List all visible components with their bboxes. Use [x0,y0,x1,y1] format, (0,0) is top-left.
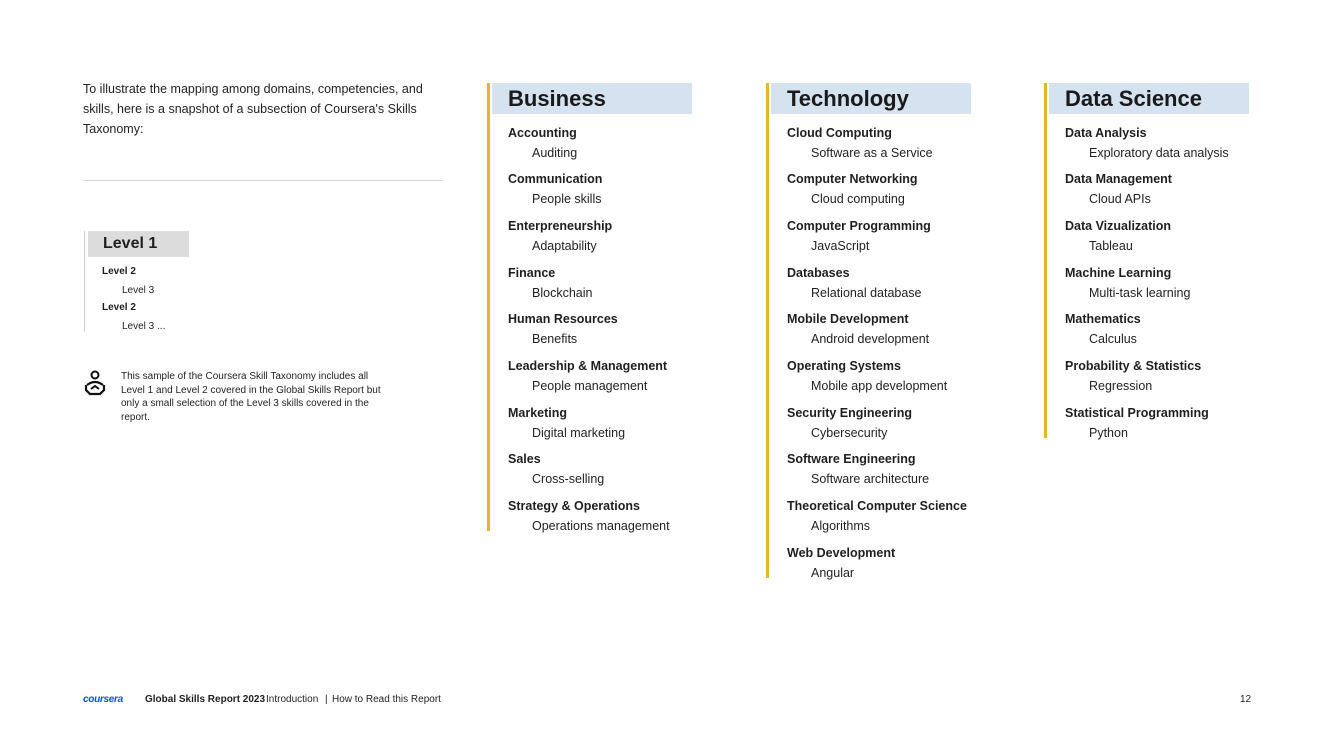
level2-label: Data Analysis [1065,126,1147,140]
skill-item [508,123,748,163]
column-title: Data Science [1049,83,1249,114]
level3-label: Benefits [532,332,578,346]
skill-item [508,403,748,443]
skill-item [1065,169,1305,209]
level2-label: Databases [787,266,850,280]
level3-label: People management [532,379,648,393]
level2-label: Web Development [787,546,896,560]
skill-item [508,496,748,536]
column-title: Business [492,83,692,114]
skill-item [787,496,1027,536]
level2-label: Probability & Statistics [1065,359,1202,373]
intro-text: To illustrate the mapping among domains, competencies, and skills, here is a snapshot of a subsection of Coursera's Skills Taxonomy: [83,82,423,136]
level2-label: Computer Networking [787,172,918,186]
level3-label: JavaScript [811,239,870,253]
level2-label: Finance [508,266,556,280]
skill-item [1065,309,1305,349]
skill-item [1065,263,1305,303]
legend-level3: Level 3 [122,285,155,296]
level3-label: Cloud computing [811,192,905,206]
column-title: Technology [771,83,971,114]
level2-label: Communication [508,172,603,186]
skill-item [787,309,1027,349]
level3-label: Blockchain [532,286,593,300]
skill-item [787,216,1027,256]
level2-label: Accounting [508,126,577,140]
breadcrumb-section: Introduction [266,694,319,705]
level3-label: Operations management [532,519,670,533]
level-legend [84,231,205,332]
level2-label: Data Vizualization [1065,219,1172,233]
level3-label: Tableau [1089,239,1133,253]
level3-label: Auditing [532,146,578,160]
level2-label: Human Resources [508,312,618,326]
level2-label: Enterpreneurship [508,219,613,233]
skill-item [787,123,1027,163]
skill-item [1065,216,1305,256]
legend-level2: Level 2 [102,302,136,313]
level3-label: Software as a Service [811,146,933,160]
level3-label: Adaptability [532,239,597,253]
level2-label: Data Management [1065,172,1172,186]
skill-item [508,169,748,209]
note-text: This sample of the Coursera Skill Taxonomy includes all Level 1 and Level 2 covered in the Global Skills Report but only a small selection of the Level 3 skills covered in the report. [121,371,381,423]
divider [83,180,443,181]
column-accent-bar [766,83,769,578]
level3-label: Regression [1089,379,1153,393]
skill-item [1065,356,1305,396]
level3-label: Cybersecurity [811,426,888,440]
skill-item [508,263,748,303]
level2-label: Cloud Computing [787,126,892,140]
skill-item [787,263,1027,303]
skill-item [787,543,1027,583]
level3-label: Digital marketing [532,426,626,440]
level2-label: Mobile Development [787,312,909,326]
column-accent-bar [487,83,490,531]
page-number: 12 [1240,694,1252,705]
level2-label: Operating Systems [787,359,901,373]
level3-label: Algorithms [811,519,871,533]
level3-label: Relational database [811,286,922,300]
skill-item [508,449,748,489]
level3-label: Multi-task learning [1089,286,1191,300]
coursera-logo: coursera [83,694,123,705]
breadcrumb-subsection: How to Read this Report [332,694,441,705]
skill-item [1065,123,1305,163]
level3-label: Software architecture [811,472,930,486]
level2-label: Mathematics [1065,312,1141,326]
level2-label: Strategy & Operations [508,499,640,513]
level3-label: Angular [811,566,855,580]
skill-item [787,403,1027,443]
report-title: Global Skills Report 2023 [145,694,266,705]
level2-label: Marketing [508,406,568,420]
level2-label: Leadership & Management [508,359,668,373]
level2-label: Computer Programming [787,219,931,233]
level2-label: Machine Learning [1065,266,1172,280]
column-accent-bar [1044,83,1047,438]
level3-label: Exploratory data analysis [1089,146,1229,160]
skill-item [508,356,748,396]
level3-label: Python [1089,426,1128,440]
level2-label: Statistical Programming [1065,406,1209,420]
level2-label: Sales [508,452,541,466]
level3-label: Mobile app development [811,379,948,393]
bulb-person-icon [83,370,109,396]
level2-label: Software Engineering [787,452,916,466]
breadcrumb-separator: | [325,694,328,705]
skill-item [787,356,1027,396]
skill-item [787,449,1027,489]
legend-level1: Level 1 [88,231,189,257]
skill-item [508,216,748,256]
skill-item [1065,403,1305,443]
level3-label: Cloud APIs [1089,192,1151,206]
level2-label: Security Engineering [787,406,913,420]
level3-label: Cross-selling [532,472,605,486]
level3-label: Android development [811,332,930,346]
legend-level3: Level 3 ... [122,321,166,332]
skill-item [508,309,748,349]
level3-label: Calculus [1089,332,1137,346]
level3-label: People skills [532,192,602,206]
legend-level2: Level 2 [102,266,136,277]
skill-item [787,169,1027,209]
level2-label: Theoretical Computer Science [787,499,967,513]
